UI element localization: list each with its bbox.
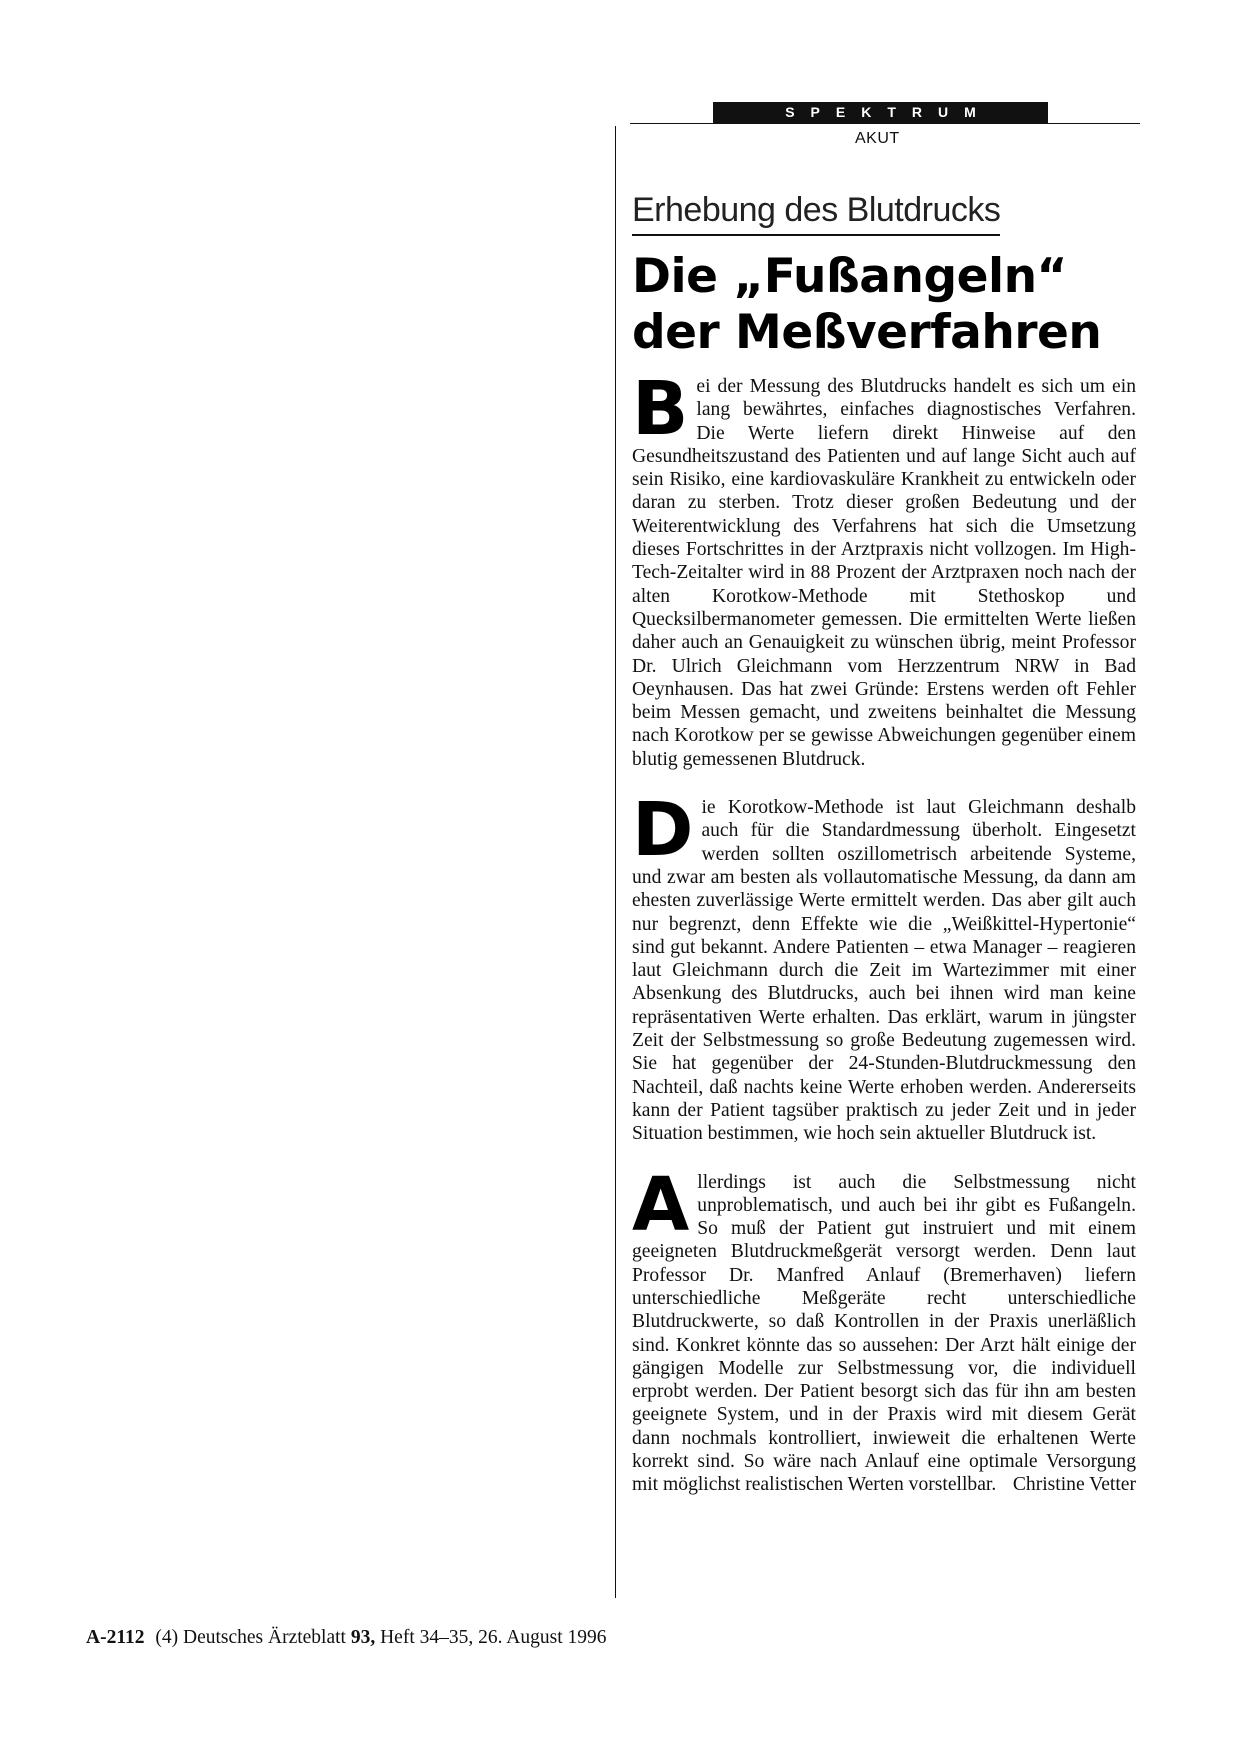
header-rule <box>630 123 1140 124</box>
author-signoff: Christine Vetter <box>1012 1474 1136 1496</box>
page-footer <box>86 1627 607 1649</box>
article-paragraph-2 <box>632 787 1136 1145</box>
article-headline: Die „Fußangeln“ der Meßverfahren <box>632 249 1102 360</box>
article-kicker: Erhebung des Blutdrucks <box>632 190 1000 236</box>
paragraph-text: ie Korotkow-Methode ist laut Gleichmann deshalb auch für die Standardmessung überholt. Eingesetzt werden sollten oszillometrisch arbeitende Systeme, und zwar am besten als vollautomatische Messung, da dann am ehesten zuverlässige Werte ermittelt werden. Das aber gilt auch nur begrenzt, denn Effekte wie die „Weißkittel-Hypertonie“ sind gut bekannt. Andere Patienten – etwa Manager – reagieren laut Gleichmann durch die Zeit im Wartezimmer mit einer Absenkung des Blutdrucks, auch bei ihnen wird man keine repräsentativen Werte erhalten. Das erklärt, warum in jüngster Zeit der Selbstmessung so große Bedeutung zugemessen wird. Sie hat gegenüber der 24-Stunden-Blutdruckmessung den Nachteil, daß nachts keine Werte erhoben werden. Andererseits kann der Patient tagsüber praktisch zu jeder Zeit und in jeder Situation bestimmen, wie hoch sein aktueller Blutdruck ist. <box>632 797 1136 1145</box>
dropcap: A <box>632 1161 690 1248</box>
subsection-label: AKUT <box>855 130 900 147</box>
dropcap: B <box>632 366 689 452</box>
page-number: A-2112 <box>86 1627 145 1648</box>
paragraph-text: ei der Messung des Blutdrucks handelt es sich um ein lang bewährtes, einfaches diagnostisches Verfahren. Die Werte liefern direkt Hinweise auf den Gesundheitszustand des Patienten und auf lange Sicht auch auf sein Risiko, eine kardiovaskuläre Krankheit zu entwickeln oder daran zu sterben. Trotz dieser großen Bedeutung und der Weiterentwicklung des Verfahrens hat sich die Umsetzung dieses Fortschrittes in der Arztpraxis nicht vollzogen. Im High-Tech-Zeitalter wird in 88 Prozent der Arztpraxen noch nach der alten Korotkow-Methode mit Stethoskop und Quecksilbermanometer gemessen. Die ermittelten Werte ließen daher auch an Genauigkeit zu wünschen übrig, meint Professor Dr. Ulrich Gleichmann vom Herzzentrum NRW in Bad Oeynhausen. Das hat zwei Gründe: Erstens werden oft Fehler beim Messen gemacht, und zweitens beinhaltet die Messung nach Korotkow per se gewisse Abweichungen gegenüber einem blutig gemessenen Blutdruck. <box>632 376 1136 770</box>
dropcap: D <box>632 787 694 874</box>
article-paragraph-1 <box>632 366 1136 771</box>
citation-volume: 93, <box>350 1627 376 1648</box>
section-banner: SPEKTRUM <box>713 102 1048 123</box>
citation-rest: Heft 34–35, 26. August 1996 <box>380 1627 607 1648</box>
citation-prefix: (4) Deutsches Ärzteblatt <box>155 1627 346 1648</box>
article <box>632 190 1136 1497</box>
column-divider <box>615 126 616 1598</box>
paragraph-text: llerdings ist auch die Selbstmessung nicht unproblematisch, und auch bei ihr gibt es Fußangeln. So muß der Patient gut instruiert und mit einem geeigneten Blutdruckmeßgerät versorgt werden. Denn laut Professor Dr. Manfred Anlauf (Bremerhaven) liefern unterschiedliche Meßgeräte recht unterschiedliche Blutdruckwerte, so daß Kontrollen in der Praxis unerläßlich sind. Konkret könnte das so aussehen: Der Arzt hält einige der gängigen Modelle zur Selbstmessung vor, die individuell erprobt werden. Der Patient besorgt sich das für ihn am besten geeignete System, und in der Praxis wird mit diesem Gerät dann nochmals kontrolliert, inwieweit die erhaltenen Werte korrekt sind. So wäre nach Anlauf eine optimale Versorgung mit möglichst realistischen Werten vorstellbar. <box>632 1171 1136 1496</box>
article-paragraph-3 <box>632 1161 1136 1497</box>
